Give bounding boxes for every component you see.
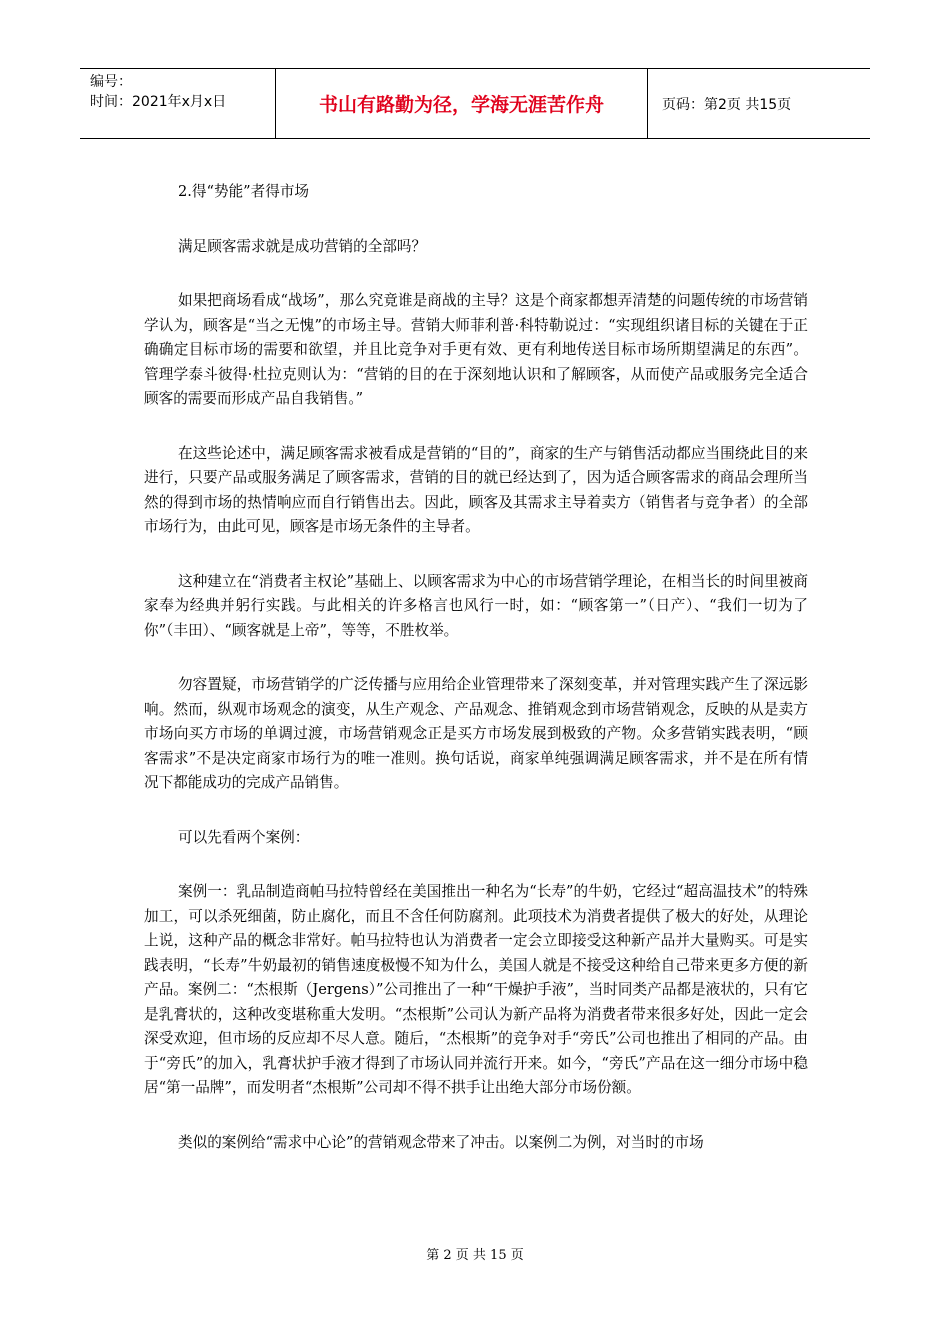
paragraph: 满足顾客需求就是成功营销的全部吗？	[178, 237, 427, 255]
paragraph: 在这些论述中，满足顾客需求被看成是营销的“目的”，商家的生产与销售活动都应当围绕此目的来进行，只要产品或服务满足了顾客需求，营销的目的就已经达到了，因为适合顾客需求的商品会理所当然的得到市场的热情响应而自行销售出去。因此，顾客及其需求主导着卖方（销售者与竞争者）的全部市场行为，由此可见，顾客是市场无条件的主导者。	[144, 444, 808, 535]
paragraph: 可以先看两个案例：	[178, 828, 310, 846]
document-header	[80, 68, 870, 139]
paragraph: 类似的案例给“需求中心论”的营销观念带来了冲击。以案例二为例，对当时的市场	[178, 1133, 704, 1151]
paragraph: 案例一：乳品制造商帕马拉特曾经在美国推出一种名为“长寿”的牛奶，它经过“超高温技术”的特殊加工，可以杀死细菌，防止腐化，而且不含任何防腐剂。此项技术为消费者提供了极大的好处，从理论上说，这种产品的概念非常好。帕马拉特也认为消费者一定会立即接受这种新产品并大量购买。可是实践表明，“长寿”牛奶最初的销售速度极慢不知为什么，美国人就是不接受这种给自己带来更多方便的新产品。案例二：“杰根斯（Jergens）”公司推出了一种“干燥护手液”，当时同类产品都是液状的，只有它是乳膏状的，这种改变堪称重大发明。“杰根斯”公司认为新产品将为消费者带来很多好处，因此一定会深受欢迎，但市场的反应却不尽人意。随后，“杰根斯”的竞争对手“旁氏”公司也推出了相同的产品。由于“旁氏”的加入，乳膏状护手液才得到了市场认同并流行开来。如今，“旁氏”产品在这一细分市场中稳居“第一品牌”，而发明者“杰根斯”公司却不得不拱手让出绝大部分市场份额。	[144, 883, 808, 1096]
header-motto: 书山有路勤为径，学海无涯苦作舟	[276, 69, 648, 138]
header-number: 编号：	[90, 74, 132, 90]
document-body	[144, 180, 808, 1185]
header-page-info: 页码：第2页 共15页	[662, 96, 792, 113]
paragraph: 勿容置疑，市场营销学的广泛传播与应用给企业管理带来了深刻变革，并对管理实践产生了深远影响。然而，纵观市场观念的演变，从生产观念、产品观念、推销观念到市场营销观念，反映的从是卖方市场向买方市场的单调过渡，市场营销观念正是买方市场发展到极致的产物。众多营销实践表明，“顾客需求”不是决定商家市场行为的唯一准则。换句话说，商家单纯强调满足顾客需求，并不是在所有情况下都能成功的完成产品销售。	[144, 676, 808, 791]
section-heading: 2.得“势能”者得市场	[178, 183, 310, 200]
header-date: 时间：2021年x月x日	[90, 94, 227, 110]
page-footer: 第 2 页 共 15 页	[426, 1248, 524, 1263]
paragraph: 如果把商场看成“战场”，那么究竟谁是商战的主导？这是个商家都想弄清楚的问题传统的市场营销学认为，顾客是“当之无愧”的市场主导。营销大师菲利普·科特勒说过：“实现组织诸目标的关键在于正确确定目标市场的需要和欲望，并且比竞争对手更有效、更有利地传送目标市场所期望满足的东西”。管理学泰斗彼得·杜拉克则认为：“营销的目的在于深刻地认识和了解顾客，从而使产品或服务完全适合顾客的需要而形成产品自我销售。”	[144, 292, 808, 407]
header-meta	[80, 69, 276, 138]
paragraph: 这种建立在“消费者主权论”基础上、以顾客需求为中心的市场营销学理论，在相当长的时间里被商家奉为经典并躬行实践。与此相关的许多格言也风行一时，如：“顾客第一”（日产）、“我们一切为了你”（丰田）、“顾客就是上帝”，等等，不胜枚举。	[144, 572, 808, 639]
